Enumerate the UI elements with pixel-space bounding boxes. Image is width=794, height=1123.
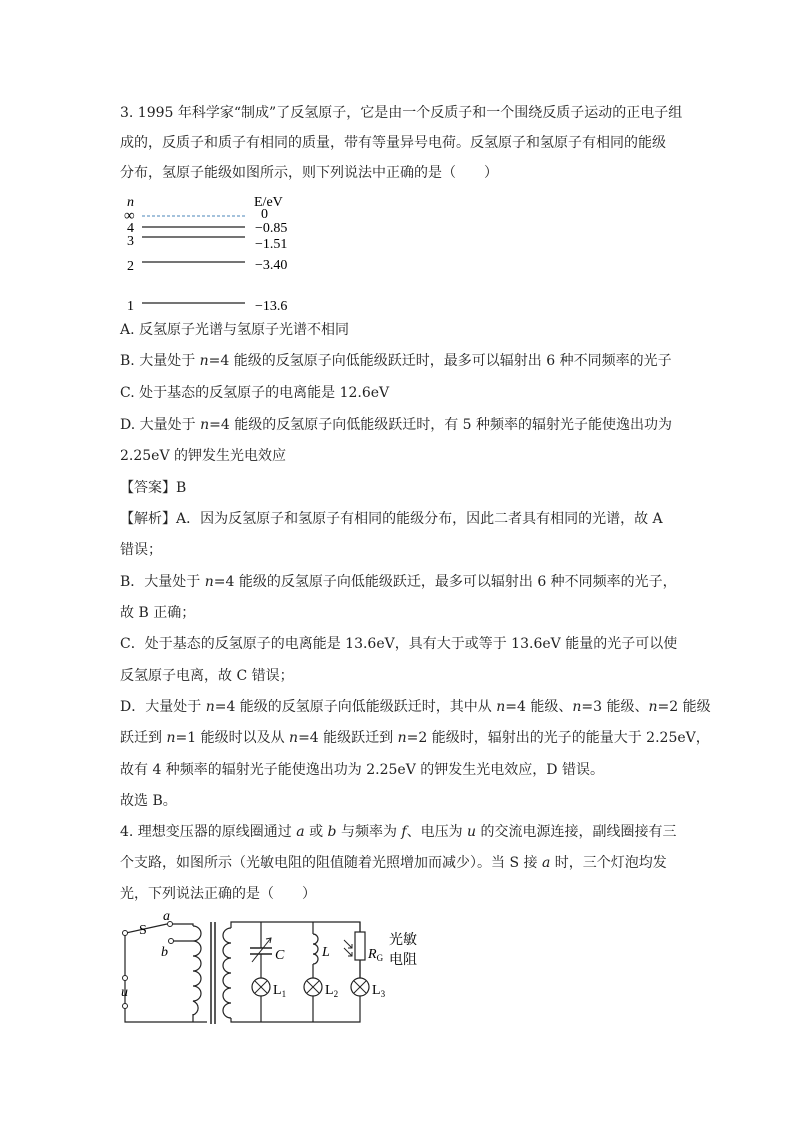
level-e-1: −13.6 [255,299,288,314]
label-l3: $L_3$ [372,983,386,999]
q3-option-a: A. 反氢原子光谱与氢原子光谱不相同 [120,322,350,338]
level-n-3: 3 [127,234,134,249]
q3-answer: 【答案】B [120,480,187,496]
label-photoresistor-1: 光敏 [389,933,417,948]
q3-option-c: C. 处于基态的反氢原子的电离能是 12.6eV [120,385,390,401]
secondary-coil [223,928,231,1018]
q3-option-d-cont: 2.25eV 的钾发生光电效应 [120,448,287,464]
light-arrow-2 [344,948,352,956]
level-n-2: 2 [127,259,134,274]
label-photoresistor-2: 电阻 [389,953,417,968]
terminal-switch [123,931,128,936]
q4-stem-line-2: 个支路，如图所示（光敏电阻的阻值随着光照增加而减少）。当 S 接 a 时，三个灯泡均发 [120,855,667,871]
label-c: C [275,948,285,963]
primary-wire-a [170,924,193,926]
q3-analysis-a: 【解析】A．因为反氢原子和氢原子有相同的能级分布，因此二者具有相同的光谱，故 A [120,511,663,527]
photoresistor [355,932,365,960]
q3-analysis-d: D．大量处于 n=4 能级的反氢原子向低能级跃迁时，其中从 n=4 能级、n=3 能级、n=2 能级 [120,699,711,715]
label-l2: $L_2$ [325,983,339,999]
level-e-4: −0.85 [255,221,288,236]
q3-analysis-b-cont: 故 B 正确； [120,605,196,621]
q3-stem-line-2: 成的，反质子和质子有相同的质量，带有等量异号电荷。反氢原子和氢原子有相同的能级 [120,135,666,151]
e-axis-header: E/eV [254,195,283,210]
n-axis-header: n [127,195,134,210]
q3-conclusion: 故选 B。 [120,793,177,809]
level-e-2: −3.40 [255,258,288,273]
label-s: S [139,923,147,938]
terminal-b [169,939,174,944]
q3-analysis-c-cont: 反氢原子电离，故 C 错误； [120,668,294,684]
q3-analysis-b: B．大量处于 n=4 能级的反氢原子向低能级跃迁，最多可以辐射出 6 种不同频率的光子， [120,574,677,590]
light-arrow-1 [344,940,352,948]
q3-analysis-d-cont-2: 故有 4 种频率的辐射光子能使逸出功为 2.25eV 的钾发生光电效应，D 错误。 [120,762,604,778]
q3-stem-line-3: 分布，氢原子能级如图所示，则下列说法中正确的是（ ） [120,165,498,181]
q3-option-b: B. 大量处于 n=4 能级的反氢原子向低能级跃迁时，最多可以辐射出 6 种不同频率的光子 [120,353,672,369]
q4-stem-line-1: 4. 理想变压器的原线圈通过 a 或 b 与频率为 f、电压为 u 的交流电源连接，副线圈接有三 [120,824,677,840]
level-e-3: −1.51 [255,237,288,252]
q3-analysis-a-cont: 错误； [120,542,162,558]
level-n-4: 4 [127,221,134,236]
level-e-inf: 0 [261,207,268,222]
label-l1: $L_1$ [273,983,287,999]
secondary-top-wire [231,922,360,1022]
q3-analysis-d-cont-1: 跃迁到 n=1 能级时以及从 n=4 能级跃迁到 n=2 能级时，辐射出的光子的能量大于 2.25eV， [120,730,710,746]
q4-stem-line-3: 光，下列说法正确的是（ ） [120,886,316,902]
q3-option-d: D. 大量处于 n=4 能级的反氢原子向低能级跃迁时，有 5 种频率的辐射光子能使逸出功为 [120,417,673,433]
terminal-u-top [123,976,128,981]
label-l: L [322,945,330,960]
label-u: u [121,985,128,1000]
inductor-coil [313,934,318,964]
level-n-inf: ∞ [124,208,135,224]
q3-stem-line-1: 3. 1995 年科学家“制成”了反氢原子，它是由一个反质子和一个围绕反质子运动的正电子组 [120,105,683,121]
label-rg: $R_G$ [368,947,384,963]
level-n-1: 1 [127,299,134,314]
energy-level-diagram [115,190,315,315]
q3-analysis-c: C．处于基态的反氢原子的电离能是 13.6eV，具有大于或等于 13.6eV 能量的光子可以使 [120,636,678,652]
label-a: a [163,910,170,924]
primary-coil [193,926,201,1015]
terminal-u-bottom [123,1004,128,1009]
label-b: b [161,945,168,960]
transformer-circuit-diagram [115,910,435,1028]
